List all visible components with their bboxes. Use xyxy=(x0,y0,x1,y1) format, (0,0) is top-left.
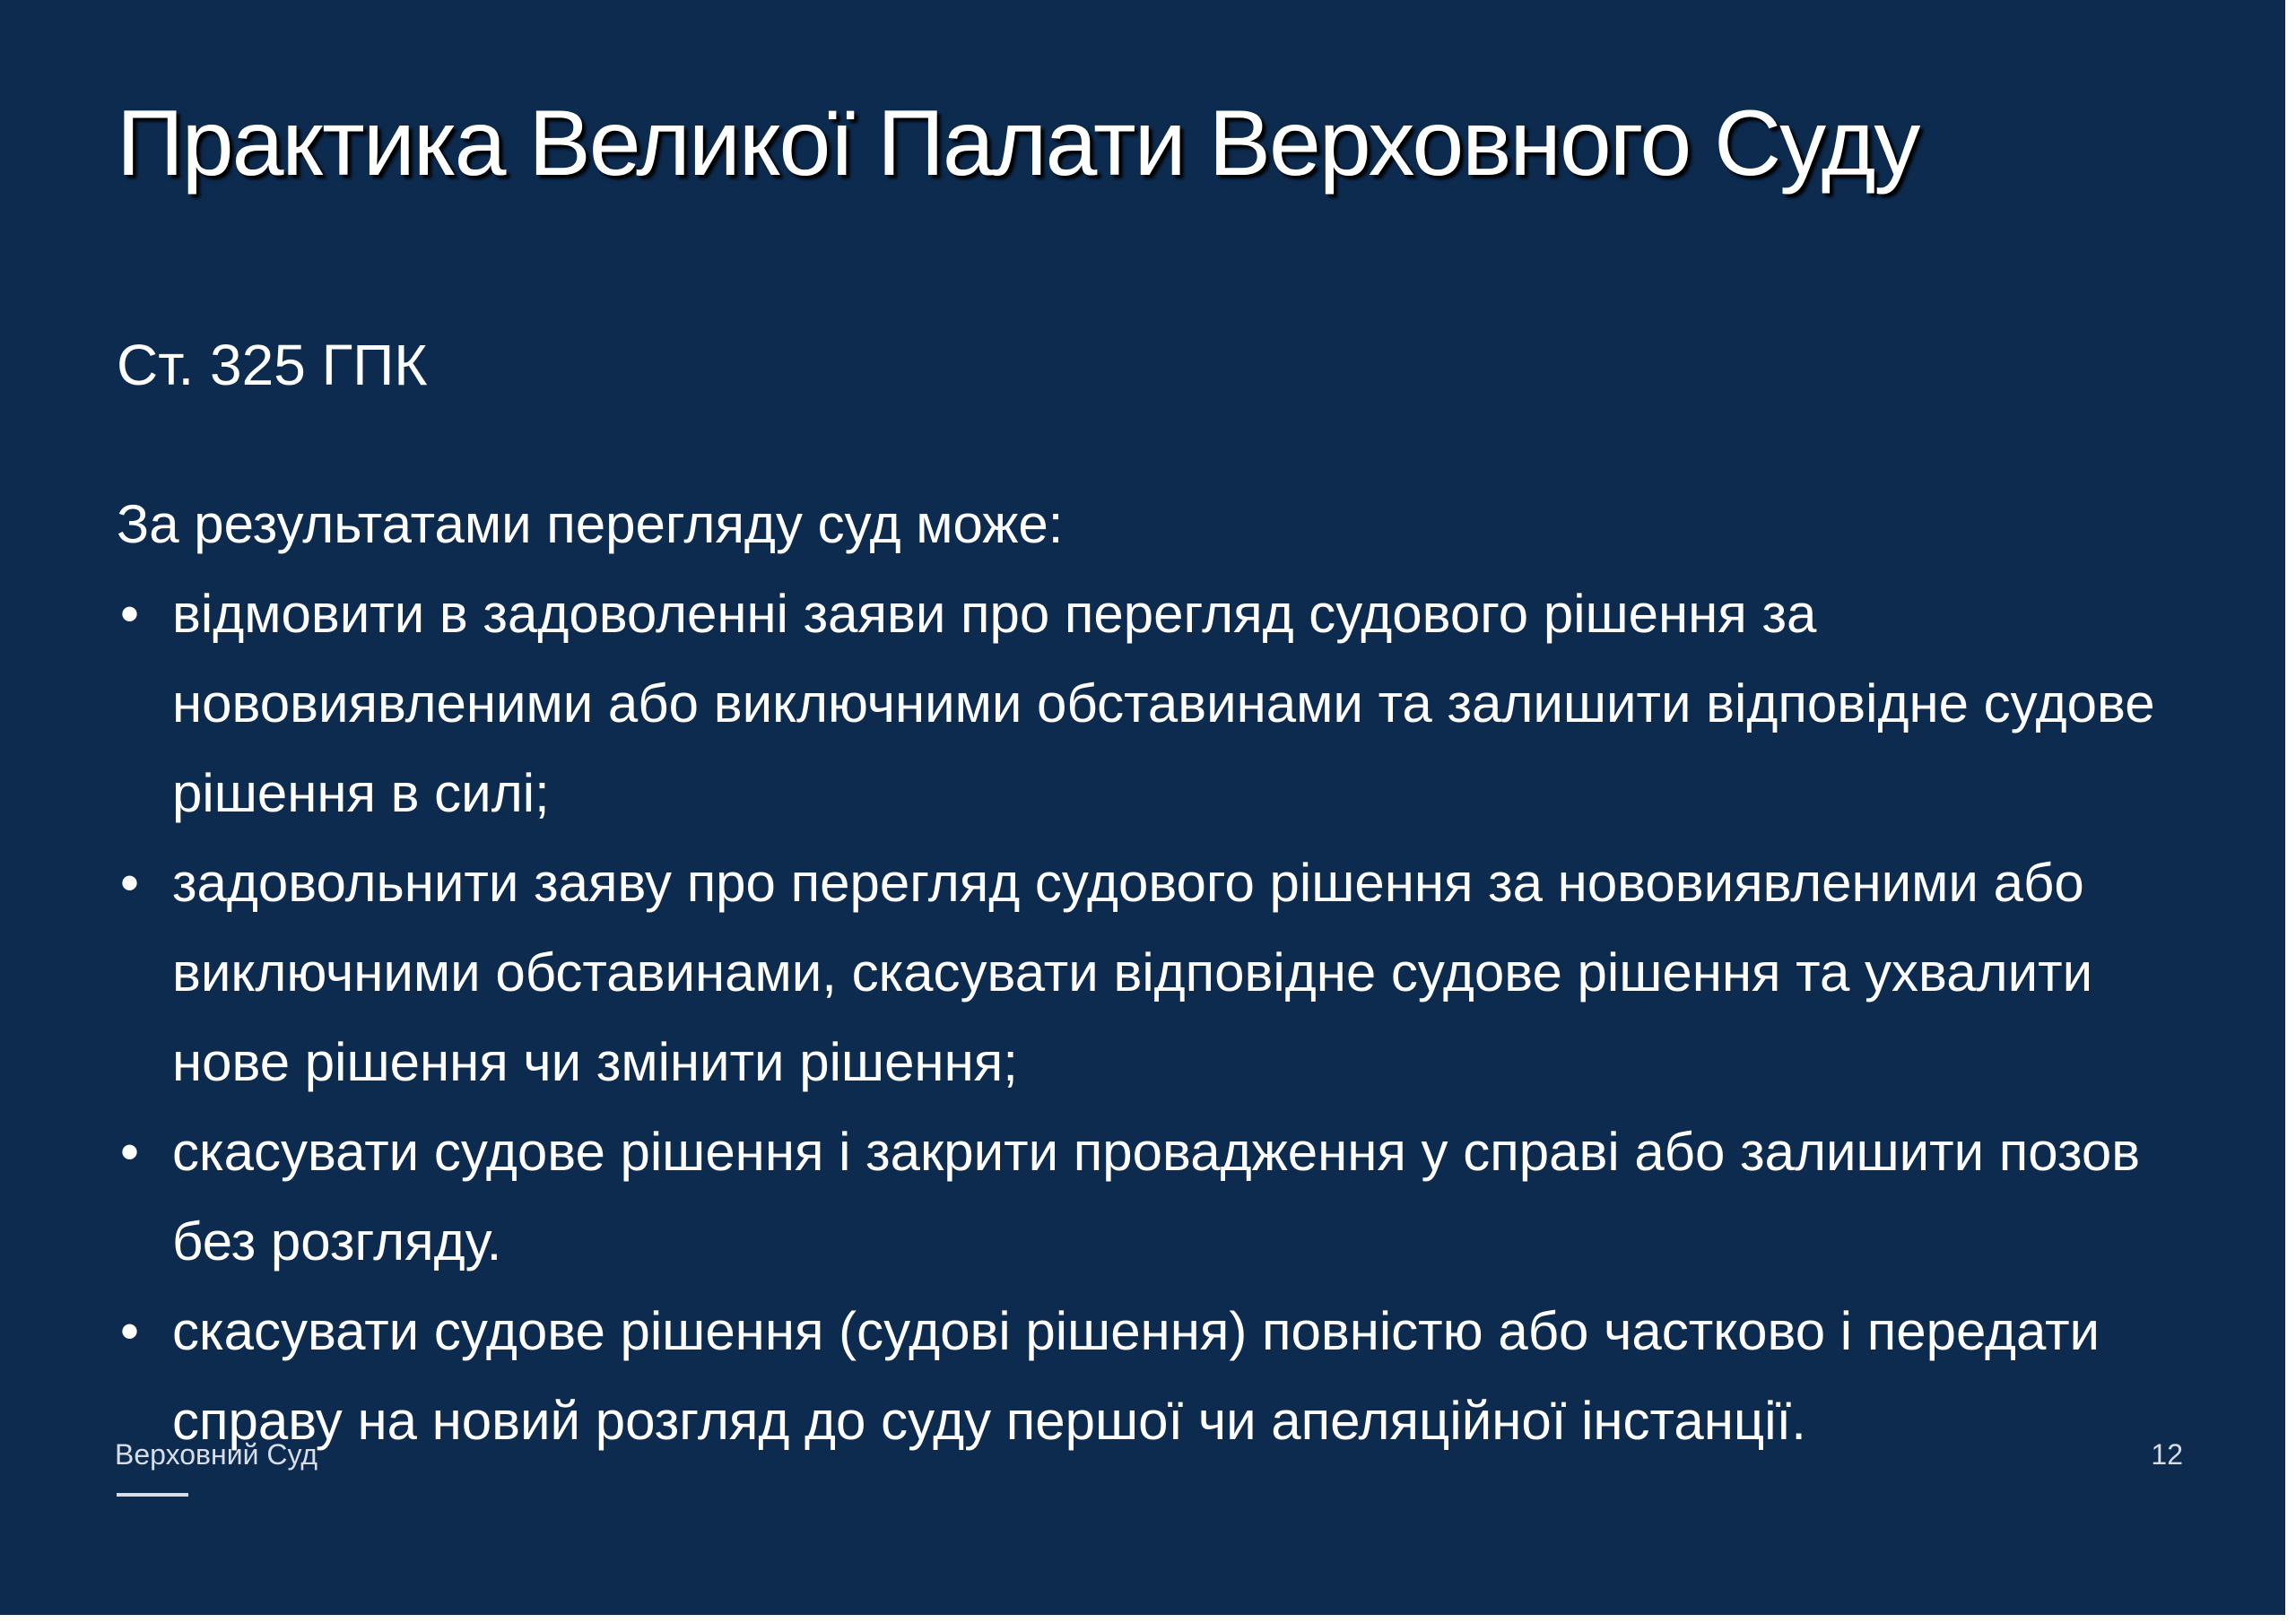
footer-organization: Верховний Суд xyxy=(115,1438,318,1471)
slide-body xyxy=(117,480,2179,1466)
page-number: 12 xyxy=(2151,1438,2183,1471)
bullet-icon: • xyxy=(120,1122,140,1182)
slide-title: Практика Великої Палати Верховного Суду xyxy=(117,91,1919,195)
list-item xyxy=(117,838,2179,1107)
bullet-icon: • xyxy=(120,584,140,644)
bullet-icon: • xyxy=(120,1301,140,1361)
list-item-text: задовольнити заяву про перегляд судового рішення за нововиявленими або виключними обставинами, скасувати відповідне судове рішення та ухвалити нове рішення чи змінити рішення; xyxy=(172,853,2093,1092)
list-item xyxy=(117,1287,2179,1466)
list-item-text: скасувати судове рішення (судові рішення) повністю або частково і передати справу на новий розгляд до суду першої чи апеляційної інстанції. xyxy=(172,1301,2100,1451)
list-item-text: скасувати судове рішення і закрити провадження у справі або залишити позов без розгляду. xyxy=(172,1122,2141,1271)
list-item xyxy=(117,569,2179,838)
intro-text: За результатами перегляду суд може: xyxy=(117,494,1064,554)
list-item xyxy=(117,1107,2179,1287)
list-item-text: відмовити в задоволенні заяви про перегляд судового рішення за нововиявленими або виключними обставинами та залишити відповідне судове рішення в силі; xyxy=(172,584,2155,823)
bullet-icon: • xyxy=(120,853,140,913)
bullet-list xyxy=(117,569,2179,1466)
article-reference: Ст. 325 ГПК xyxy=(117,333,428,397)
footer-divider xyxy=(117,1493,188,1497)
